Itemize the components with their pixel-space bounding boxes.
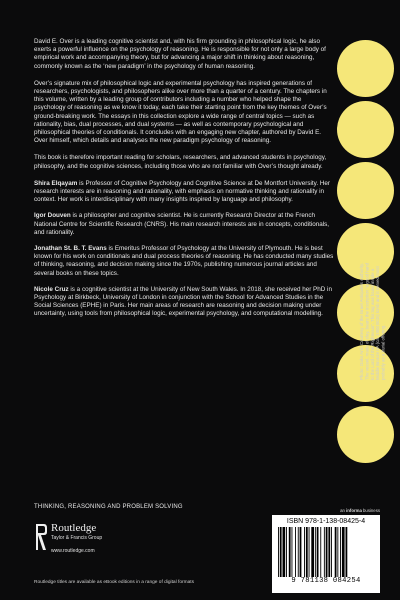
- bio-cruz: [34, 286, 334, 319]
- description-column: [34, 38, 334, 327]
- informa-brand: informa: [346, 508, 362, 513]
- bio-text: is Emeritus Professor of Psychology at the University of Plymouth. He is best known for his work on conditionals and dual process theories of reasoning. He has conducted many studies of thinking, reasoning, and decision making since the 1970s, publishing numerous journal articles and several books on these topics.: [34, 245, 334, 277]
- informa-prefix: an: [340, 508, 347, 513]
- yellow-dot: [337, 162, 394, 219]
- publisher-url[interactable]: www.routledge.com: [51, 548, 95, 554]
- barcode: [272, 515, 380, 593]
- decorative-dots: [341, 40, 399, 467]
- description-paragraph-1: David E. Over is a leading cognitive scientist and, with his firm grounding in philosophical logic, he also exerts a powerful influence on the psychology of reasoning. He is responsible for not only a large body of empirical work and accompanying theory, but for advancing a major shift in thinking about reasoning, commonly known as the ‘new paradigm’ in the psychology of human reasoning.: [34, 38, 326, 70]
- photo-credit: Photo: Oaks Anil. Courtesy of the Israel Antiquities Authority. The vessel, made of clay, bears the inscription “a good hand to the Lord of the Righteous”. This tag was found inside a Middle Bronze IIA (ca. 1900 BCE) tomb and it served most probably as a burial offering.: [359, 262, 386, 380]
- bio-text: is Professor of Cognitive Psychology and Cognitive Science at De Montfort University. Her research interests are in reasoning and rationality, with emphasis on normative thinking and rationality in context. Her work is interdisciplinary with many insights inspired by language and philosophy.: [34, 179, 330, 204]
- barcode-block: [272, 508, 380, 593]
- description-paragraph-2: Over’s signature mix of philosophical logic and experimental psychology has inspired generations of researchers, psychologists, and philosophers alike over more than a quarter of a century. The chapters in this volume, written by a leading group of contributors including a number who helped shape the psychology of reasoning as we know it today, each take their starting point from the key themes of Over’s ground-breaking work. The essays in this collection explore a wide range of central topics — such as rationality, bias, dual processes, and dual systems — as well as contemporary psychological and philosophical theories of conditionals. It concludes with an engaging new chapter, authored by David E. Over himself, which details and analyses the new paradigm psychology of reasoning.: [34, 79, 327, 145]
- bio-evans: [34, 245, 334, 278]
- informa-suffix: business: [361, 508, 380, 513]
- publisher-group: Taylor & Francis Group: [51, 535, 103, 541]
- informa-tagline: [272, 508, 380, 513]
- ebook-note: Routledge titles are available as eBook editions in a range of digital formats: [34, 580, 194, 585]
- publisher-logo: [34, 522, 144, 562]
- barcode-number: 9 781138 084254: [291, 577, 361, 585]
- yellow-dot: [337, 40, 394, 97]
- bio-text: is a philosopher and cognitive scientist. He is currently Research Director at the French National Centre for Scientific Research (CNRS). His main research interests are in concepts, conditionals, and rationality.: [34, 212, 330, 236]
- series-title: THINKING, REASONING AND PROBLEM SOLVING: [34, 504, 183, 510]
- bio-douven: [34, 212, 334, 237]
- bio-name: Jonathan St. B. T. Evans: [34, 245, 107, 253]
- bio-name: Shira Elqayam: [34, 179, 78, 187]
- description-paragraph-3: This book is therefore important reading for scholars, researchers, and advanced students in psychology, philosophy, and the cognitive sciences, including those who are not familiar with Over’s thought already.: [34, 154, 327, 170]
- bio-name: Igor Douven: [34, 212, 71, 220]
- publisher-name: Routledge: [51, 522, 97, 534]
- bio-elqayam: [34, 180, 334, 205]
- isbn-text: ISBN 978-1-138-08425-4: [286, 518, 366, 525]
- bio-text: is a cognitive scientist at the University of New South Wales. In 2018, she received her PhD in Psychology at Birkbeck, University of London in conjunction with the School for Advanced Studies in the Social Sciences (EPHE) in Paris. Her main areas of research are reasoning and decision making under uncertainty, using tools from philosophical logic, experimental psychology, and computational modelling.: [34, 285, 332, 318]
- yellow-dot: [337, 101, 394, 158]
- yellow-dot: [337, 406, 394, 463]
- barcode-bars-icon: [276, 527, 376, 577]
- bio-name: Nicole Cruz: [34, 285, 69, 293]
- routledge-logo-icon: [34, 522, 48, 552]
